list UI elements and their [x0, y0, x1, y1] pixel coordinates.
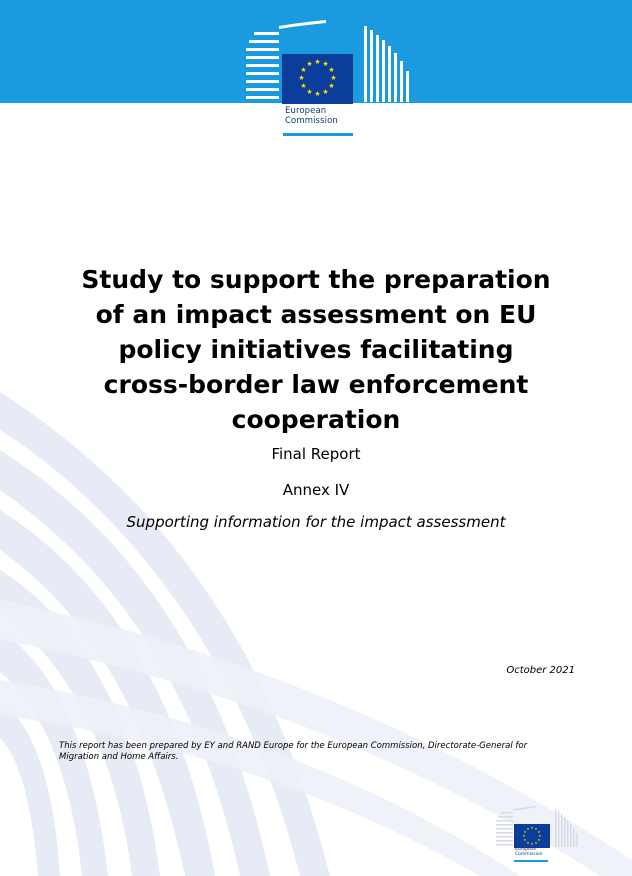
report-type: Final Report	[271, 445, 361, 463]
svg-text:★: ★	[526, 827, 530, 831]
logo-label-line1: European	[285, 106, 327, 116]
footer-logo-label	[515, 847, 542, 857]
svg-text:★: ★	[537, 838, 541, 842]
svg-text:★: ★	[534, 841, 538, 845]
svg-text:★: ★	[322, 60, 329, 68]
svg-text:★: ★	[314, 90, 321, 98]
footer-logo-label-line1: European	[515, 847, 537, 852]
logo-label-line2: Commission	[285, 116, 338, 126]
footer-logo-label-line2: Commission	[515, 852, 543, 857]
annex-label: Annex IV	[282, 481, 350, 499]
svg-text:★: ★	[534, 827, 538, 831]
svg-text:★: ★	[314, 58, 321, 66]
publication-date: October 2021	[506, 665, 575, 676]
svg-text:★: ★	[530, 842, 534, 846]
logo-label	[285, 106, 338, 126]
svg-text:★: ★	[537, 830, 541, 834]
logo-underline	[283, 133, 353, 136]
authorship-note: This report has been prepared by EY and RAND Europe for the European Commission, Directorate-General for Migration and Home Affairs.	[59, 741, 528, 762]
svg-text:★: ★	[300, 66, 307, 74]
svg-text:★: ★	[298, 74, 305, 82]
svg-text:★: ★	[523, 838, 527, 842]
svg-text:★: ★	[322, 88, 329, 96]
svg-text:★: ★	[538, 834, 542, 838]
document-subtitle: Supporting information for the impact assessment	[126, 513, 506, 531]
svg-text:★: ★	[522, 834, 526, 838]
svg-text:★: ★	[330, 74, 337, 82]
svg-text:★: ★	[306, 88, 313, 96]
svg-text:★: ★	[530, 826, 534, 830]
svg-text:★: ★	[523, 830, 527, 834]
svg-text:★: ★	[328, 66, 335, 74]
svg-text:★: ★	[526, 841, 530, 845]
svg-text:★: ★	[300, 82, 307, 90]
svg-text:★: ★	[328, 82, 335, 90]
svg-text:★: ★	[306, 60, 313, 68]
document-title: Study to support the preparation of an impact assessment on EU policy initiatives facilitating cross-border law enforcement cooperation	[81, 265, 551, 434]
footer-logo-underline	[514, 860, 548, 862]
